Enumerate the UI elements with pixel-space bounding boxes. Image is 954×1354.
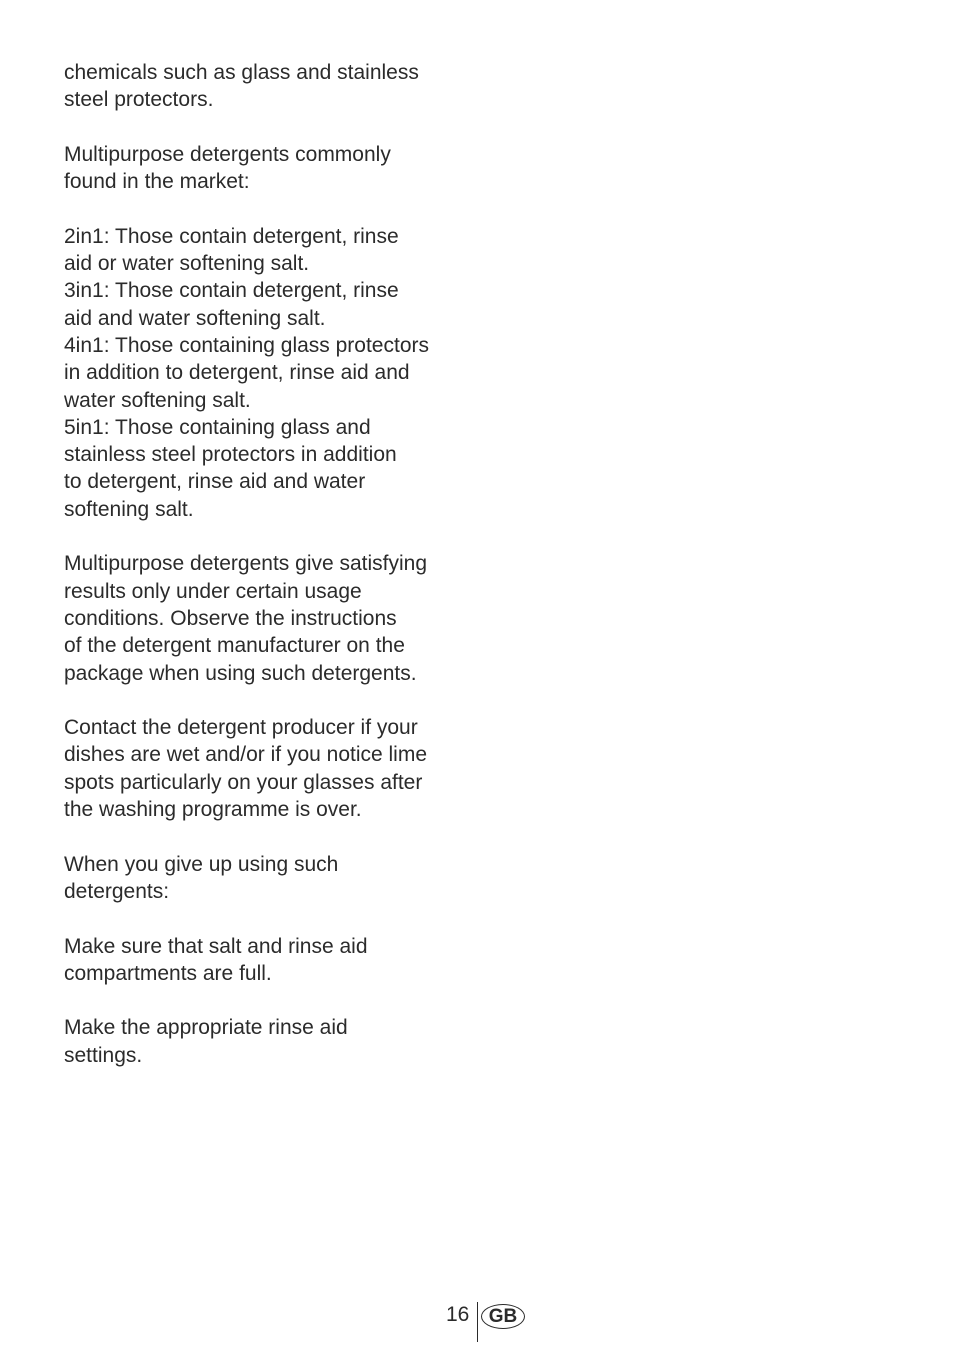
text-line: 2in1: Those contain detergent, rinse — [64, 224, 399, 248]
paragraph-multipurpose-intro — [64, 141, 484, 196]
page-number: 16 — [446, 1303, 470, 1326]
text-line: Contact the detergent producer if your — [64, 716, 418, 740]
text-line: Multipurpose detergents commonly — [64, 142, 391, 166]
text-line: the washing programme is over. — [64, 798, 362, 822]
text-line: 4in1: Those containing glass protectors — [64, 333, 429, 357]
text-line: found in the market: — [64, 170, 250, 194]
text-line: spots particularly on your glasses after — [64, 770, 423, 794]
paragraph-protectors — [64, 59, 484, 114]
text-line: of the detergent manufacturer on the — [64, 634, 405, 658]
text-line: results only under certain usage — [64, 579, 362, 603]
paragraph-give-up — [64, 851, 484, 906]
text-line: steel protectors. — [64, 88, 214, 112]
country-code-badge: GB — [481, 1304, 525, 1329]
text-line: 3in1: Those contain detergent, rinse — [64, 279, 399, 303]
text-line: settings. — [64, 1043, 143, 1067]
text-line: chemicals such as glass and stainless — [64, 61, 419, 84]
paragraph-contact-producer — [64, 714, 484, 823]
text-line: to detergent, rinse aid and water — [64, 470, 366, 494]
text-line: in addition to detergent, rinse aid and — [64, 361, 410, 385]
main-text-column — [64, 59, 484, 1096]
text-line: stainless steel protectors in addition — [64, 443, 397, 467]
page-footer — [0, 1300, 954, 1344]
text-line: When you give up using such — [64, 852, 339, 876]
text-line: Multipurpose detergents give satisfying — [64, 552, 428, 576]
paragraph-rinse-settings — [64, 1014, 484, 1069]
paragraph-salt-rinse-full — [64, 933, 484, 988]
text-line: 5in1: Those containing glass and — [64, 415, 371, 439]
text-line: water softening salt. — [64, 388, 251, 412]
text-line: softening salt. — [64, 497, 194, 521]
paragraph-usage-conditions — [64, 550, 484, 686]
text-line: Make the appropriate rinse aid — [64, 1016, 348, 1040]
text-line: detergents: — [64, 879, 170, 903]
text-line: conditions. Observe the instructions — [64, 606, 397, 630]
text-line: dishes are wet and/or if you notice lime — [64, 743, 428, 767]
text-line: aid or water softening salt. — [64, 252, 310, 276]
text-line: package when using such detergents. — [64, 661, 417, 685]
text-line: Make sure that salt and rinse aid — [64, 934, 368, 958]
text-line: compartments are full. — [64, 961, 272, 985]
text-line: aid and water softening salt. — [64, 306, 326, 330]
paragraph-detergent-types — [64, 223, 484, 523]
footer-divider — [477, 1302, 478, 1342]
